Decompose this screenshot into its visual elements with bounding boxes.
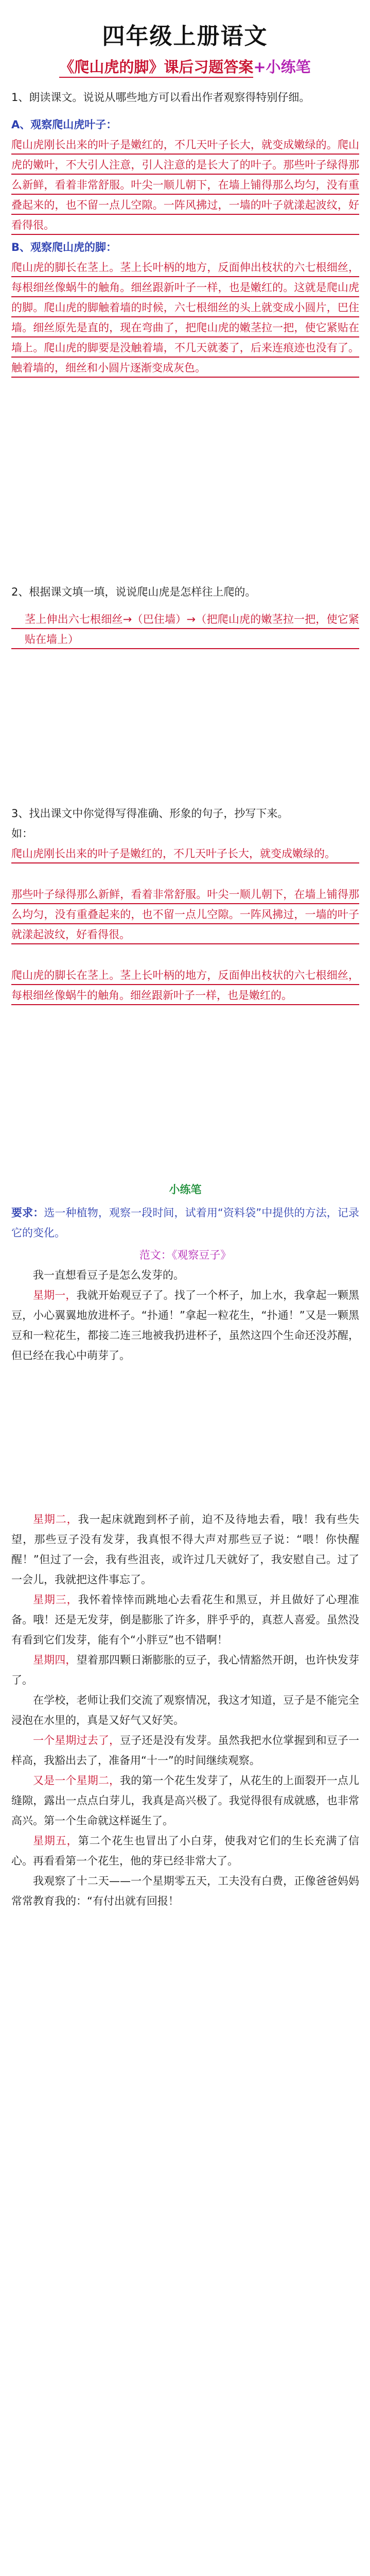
- practice-requirement: [11, 1203, 359, 1243]
- sample-paragraph-7: [11, 1731, 359, 1771]
- sample-text-3: 我一起床就跑到杯子前，迫不及待地去看，哦！我有些失望，那些豆子没有发芽，我真恨不得大声对那些豆子说：“喂！你快醒醒！”但过了一会，我有些沮丧，或许过几天就好了，我安慰自己。过了一会儿，我就把这件事忘了。: [11, 1513, 360, 1586]
- sample-day-2: 星期二，: [33, 1513, 78, 1526]
- practice-section-continued: [11, 1510, 359, 1911]
- sample-text-4: 我怀着悻悻而跳地心去看花生和黑豆，并且做好了心理准备。哦！还是无发芽，倒是膨胀了许多，胖乎乎的，真惹人喜爱。虽然没有看到它们发芽，能有个“小胖豆”也不错啊！: [11, 1594, 360, 1646]
- sample-day-5: 一个星期过去了，: [33, 1734, 120, 1747]
- question-3: [11, 804, 359, 1006]
- sample-text-2: 我就开始观豆子了。找了一个杯子，加上水，我拿起一颗黑豆，小心翼翼地放进杯子。“扑通！”拿起一粒花生，“扑通！”又是一颗黑豆和一粒花生，都接二连三地被我扔进杯子，虽然这四个生命还没苏醒，但已经在我心中萌芽了。: [11, 1289, 360, 1362]
- practice-heading: 小练笔: [169, 1183, 202, 1196]
- q3-prompt: 3、找出课文中你觉得写得准确、形象的句子，抄写下来。: [11, 807, 289, 820]
- question-2: [11, 582, 359, 650]
- sample-paragraph-6: 在学校，老师让我们交流了观察情况，我这才知道，豆子是不能完全浸泡在水里的，真是又好气又好笑。: [11, 1694, 359, 1726]
- sample-paragraph-1: 我一直想看豆子是怎么发芽的。: [33, 1269, 184, 1281]
- sample-title: 范文：《观察豆子》: [139, 1249, 232, 1261]
- sample-text-5: 望着那四颗日渐膨胀的豆子，我心情豁然开朗，也许快发芽了。: [11, 1654, 360, 1686]
- question-1: [11, 88, 359, 378]
- sample-day-7: 星期五，: [33, 1835, 78, 1847]
- sample-day-4: 星期四，: [33, 1654, 77, 1666]
- q1-a-label: A、观察爬山虎叶子：: [11, 118, 117, 131]
- q3-sentence-2: 那些叶子绿得那么新鲜，看着非常舒服。叶尖一顺儿朝下，在墙上铺得那么均匀，没有重叠起来的，也不留一点儿空隙。一阵风拂过，一墙的叶子就漾起波纹，好看得很。: [11, 885, 359, 945]
- subtitle-part2: +小练笔: [253, 58, 311, 76]
- sample-paragraph-4: [11, 1590, 359, 1650]
- page-subtitle: [0, 56, 370, 77]
- q2-answer: 茎上伸出六七根细丝→（巴住墙）→（把爬山虎的嫩茎拉一把，使它紧贴在墙上）: [11, 609, 359, 650]
- sample-day-6: 又是一个星期二，: [33, 1774, 120, 1787]
- q1-b-text: 爬山虎的脚长在茎上。茎上长叶柄的地方，反面伸出枝状的六七根细丝，每根细丝像蜗牛的触角。细丝跟新叶子一样，也是嫩红的。这就是爬山虎的脚。爬山虎的脚触着墙的时候，六七根细丝的头上就变成小圆片，巴住墙。细丝原先是直的，现在弯曲了，把爬山虎的嫩茎拉一把，使它紧贴在墙上。爬山虎的脚要是没触着墙，不几天就萎了，后来连痕迹也没有了。触着墙的，细丝和小圆片逐渐变成灰色。: [11, 258, 359, 378]
- practice-section: [11, 1180, 359, 1366]
- practice-requirement-label: 要求：: [11, 1207, 44, 1219]
- q3-sentence-1: 爬山虎刚长出来的叶子是嫩红的，不几天叶子长大，就变成嫩绿的。: [11, 844, 359, 864]
- sample-paragraph-2: [11, 1285, 359, 1366]
- sample-paragraph-5: [11, 1650, 359, 1690]
- practice-requirement-text: 选一种植物，观察一段时间，试着用“资料袋”中提供的方法，记录它的变化。: [11, 1207, 359, 1239]
- page-title: 四年级上册语文: [102, 23, 268, 49]
- q1-a-text: 爬山虎刚长出来的叶子是嫩红的，不几天叶子长大，就变成嫩绿的。爬山虎的嫩叶，不大引人注意，引人注意的是长大了的叶子。那些叶子绿得那么新鲜，看着非常舒服。叶尖一顺儿朝下，在墙上铺得那么均匀，没有重叠起来的，也不留一点儿空隙。一阵风拂过，一墙的叶子就漾起波纹，好看得很。: [11, 135, 359, 235]
- sample-text-7: 豆子还是没有发芽。虽然我把水位掌握到和豆子一样高，我豁出去了，准备用“十一”的时间继续观察。: [11, 1734, 360, 1767]
- q1-b-label: B、观察爬山虎的脚：: [11, 241, 117, 253]
- q1-prompt: 1、朗读课文。说说从哪些地方可以看出作者观察得特别仔细。: [11, 91, 310, 104]
- subtitle-part1: 《爬山虎的脚》课后习题答案: [59, 58, 253, 78]
- sample-paragraph-3: [11, 1510, 359, 1590]
- sample-paragraph-10: 我观察了十二天——一个星期零五天，工夫没有白费，正像爸爸妈妈常常教育我的：“有付出就有回报！: [11, 1875, 359, 1907]
- q2-prompt: 2、根据课文填一填，说说爬山虎是怎样往上爬的。: [11, 586, 256, 598]
- q3-intro: 如：: [11, 827, 33, 840]
- q3-sentence-3: 爬山虎的脚长在茎上。茎上长叶柄的地方，反面伸出枝状的六七根细丝，每根细丝像蜗牛的触角。细丝跟新叶子一样，也是嫩红的。: [11, 965, 359, 1006]
- sample-text-9: 第二个花生也冒出了小白芽，使我对它们的生长充满了信心。再看看第一个花生，他的芽已经非常大了。: [11, 1835, 360, 1867]
- sample-paragraph-8: [11, 1771, 359, 1831]
- sample-paragraph-9: [11, 1831, 359, 1871]
- sample-day-1: 星期一，: [33, 1289, 77, 1301]
- sample-text-8: 我的第一个花生发芽了，从花生的上面裂开一点儿缝隙，露出一点点白芽儿，我真是高兴极了。我觉得很有成就感，也非常高兴。第一个生命就这样诞生了。: [11, 1774, 360, 1827]
- sample-day-3: 星期三，: [33, 1594, 78, 1606]
